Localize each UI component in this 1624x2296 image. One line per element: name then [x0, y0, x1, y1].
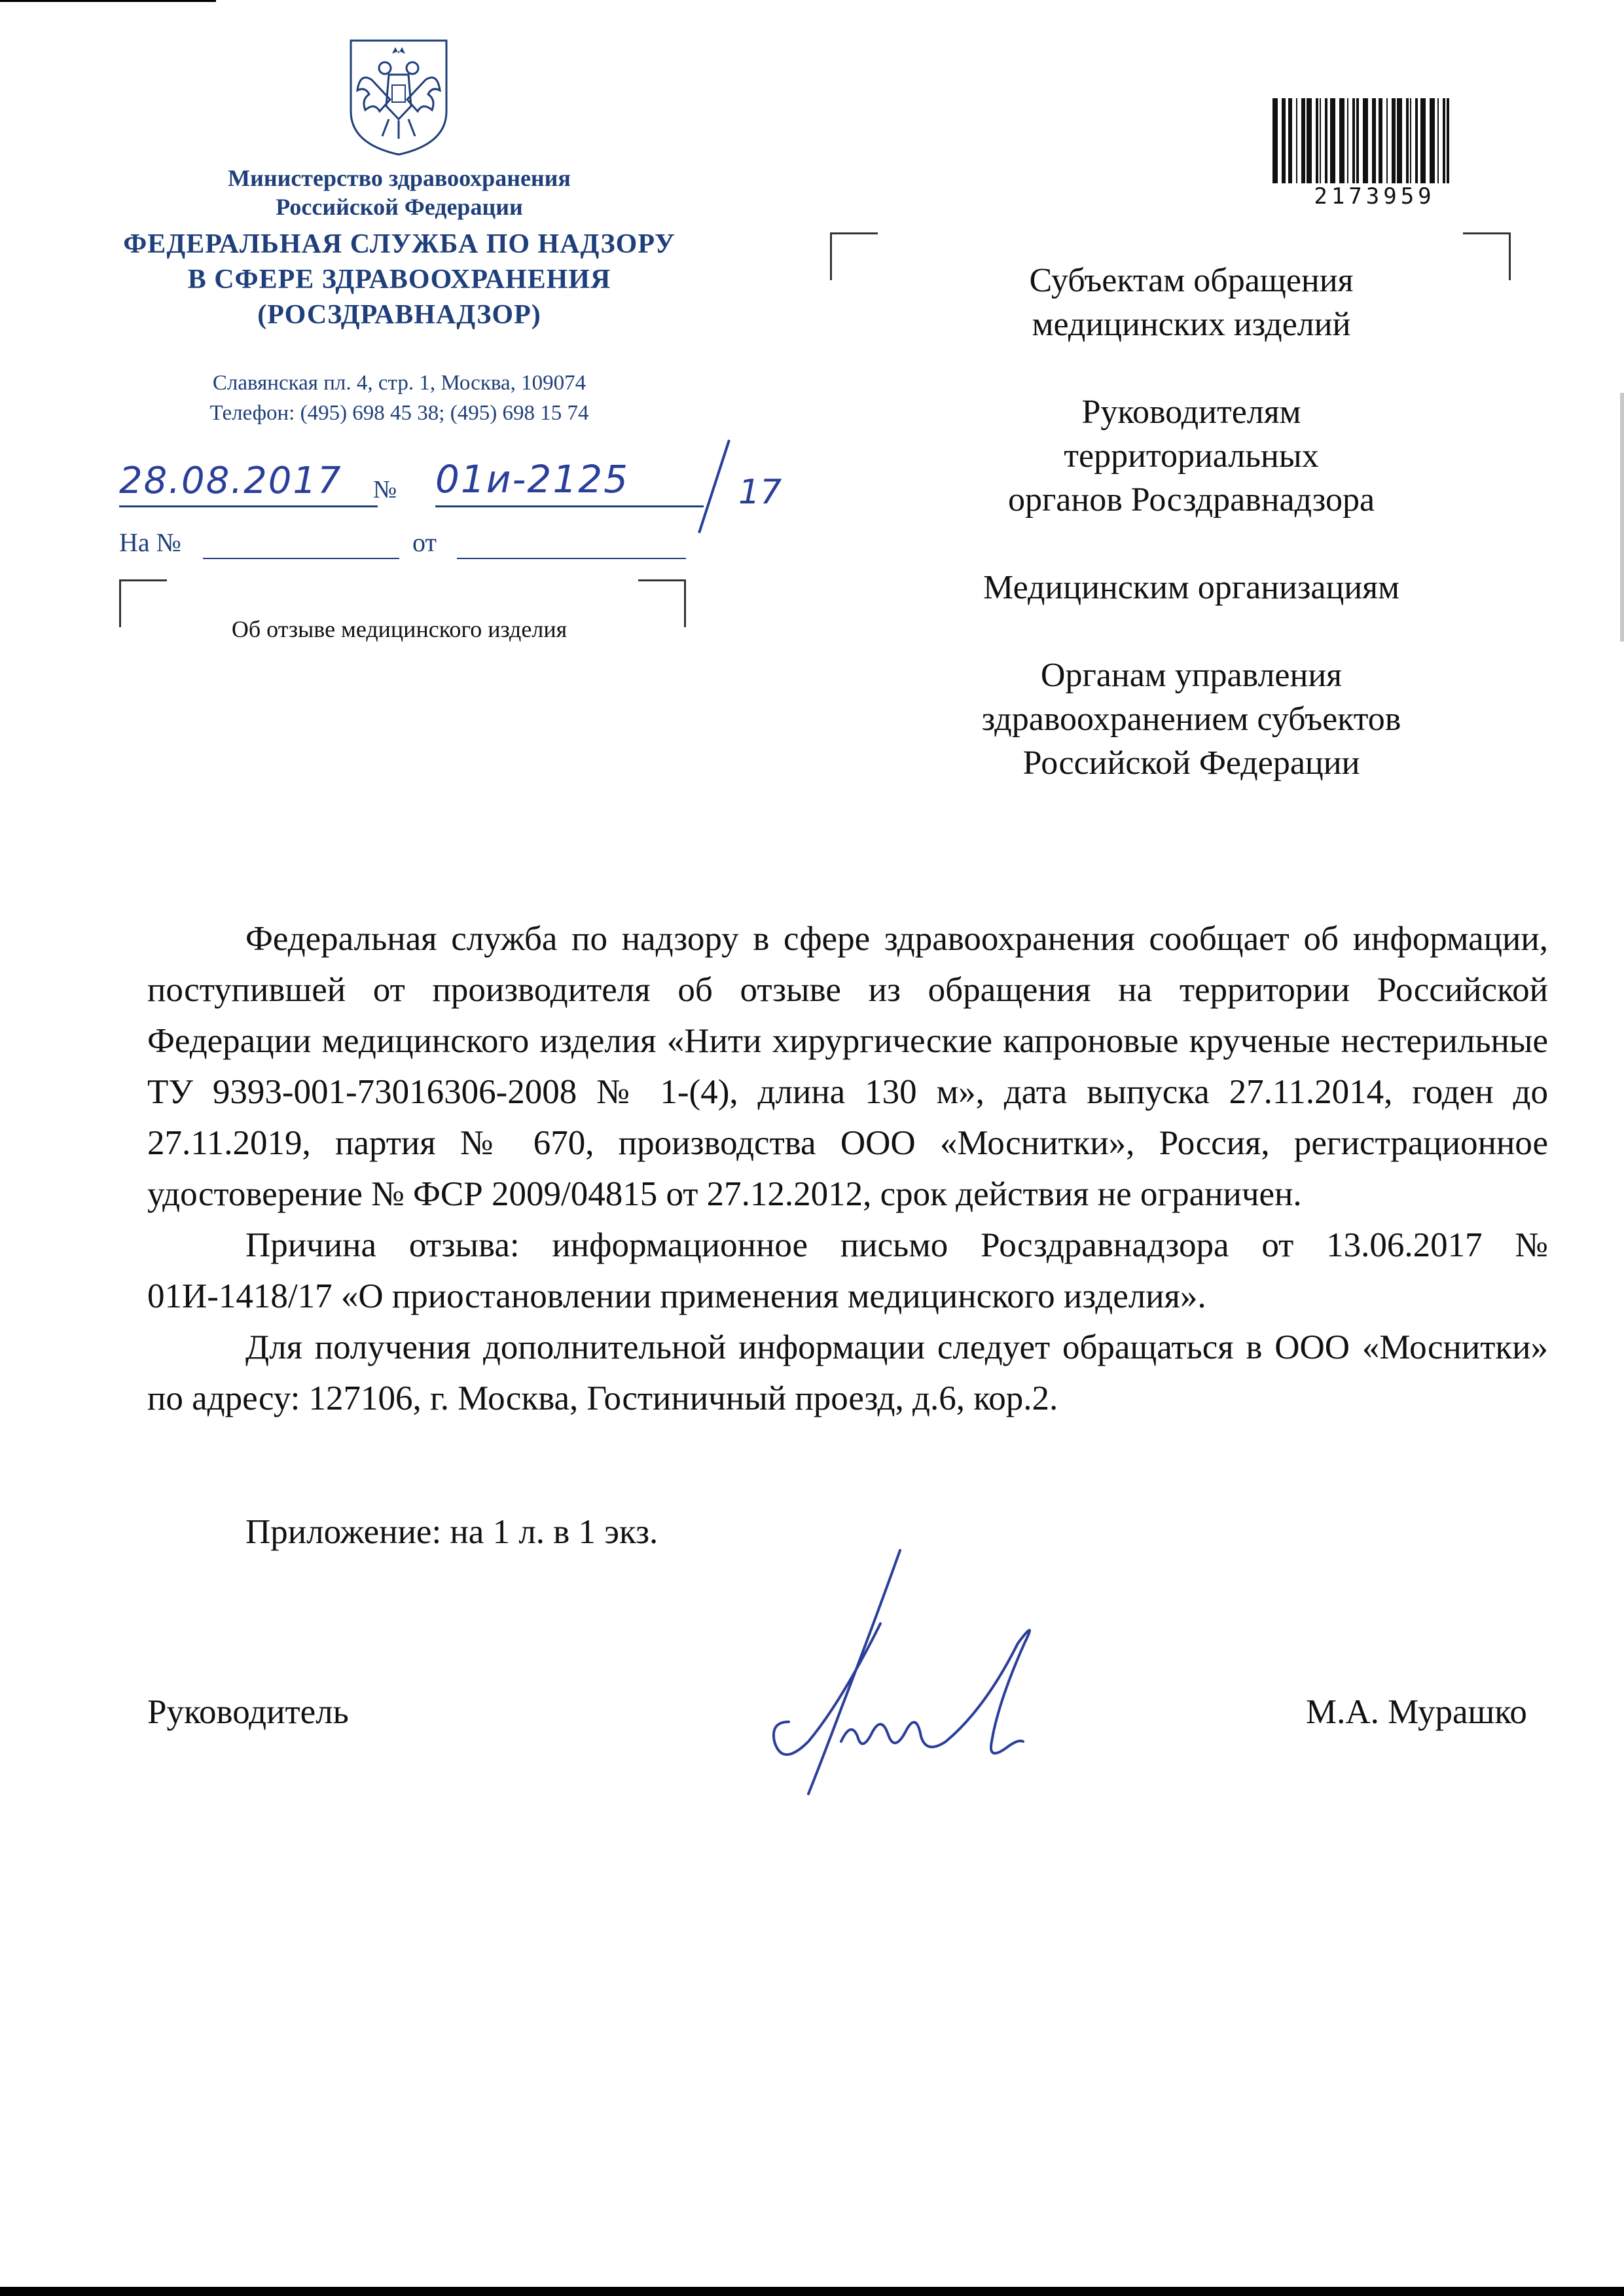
letter-subject: Об отзыве медицинского изделия	[231, 616, 568, 642]
barcode-bar	[1320, 98, 1321, 183]
barcode-bar	[1415, 98, 1418, 183]
coat-of-arms-emblem	[346, 34, 452, 158]
addressee-group	[903, 566, 1479, 610]
ministry-name	[105, 164, 694, 221]
service-line-1: ФЕДЕРАЛЬНАЯ СЛУЖБА ПО НАДЗОРУ	[123, 229, 676, 259]
registration-number: 01и-2125	[435, 457, 630, 501]
ministry-line-1: Министерство здравоохранения	[228, 165, 571, 191]
addressee-group	[903, 653, 1479, 785]
barcode	[1221, 79, 1528, 229]
body-paragraph-1: Федеральная служба по надзору в сфере здравоохранения сообщает об информации, поступившей от производителя об отзыве из обращения на территории Российской Федерации медицинского изделия «Нити хирургические капроновые крученые нестерильные ТУ 9393-001-73016306-2008 № 1-(4), длина 130 м», дата выпуска 27.11.2014, годен до 27.11.2019, партия № 670, производства ООО «Моснитки», Россия, регистрационное удостоверение № ФСР 2009/04815 от 27.12.2012, срок действия не ограничен.	[147, 920, 1548, 1213]
barcode-bar	[1282, 98, 1286, 183]
addressee-line: органов Росздравнадзора	[1007, 481, 1375, 519]
barcode-bar	[1288, 98, 1292, 183]
scan-bottom-border	[0, 2287, 1624, 2296]
reply-to-label: На №	[119, 528, 181, 557]
addressee-line: Руководителям	[1081, 393, 1301, 431]
reply-date-label: от	[412, 528, 437, 557]
scan-top-rule	[0, 0, 216, 2]
registration-date: 28.08.2017	[119, 460, 342, 502]
addressee-line: Субъектам обращения	[1029, 262, 1354, 299]
letter-body	[147, 913, 1548, 1424]
registration-year: 17	[738, 473, 782, 512]
subject-corner-left	[119, 579, 167, 627]
barcode-bar	[1410, 98, 1411, 183]
barcode-bar	[1272, 98, 1278, 183]
barcode-bar	[1406, 98, 1409, 183]
barcode-bar	[1301, 98, 1305, 183]
barcode-bar	[1420, 98, 1426, 183]
addressee-group	[903, 390, 1479, 522]
addressee-line: территориальных	[1064, 437, 1319, 475]
addressee-line: Российской Федерации	[1022, 744, 1360, 782]
barcode-bars	[1270, 98, 1479, 183]
barcode-bar	[1397, 98, 1402, 183]
ministry-line-2: Российской Федерации	[276, 194, 523, 220]
number-underline	[435, 505, 704, 507]
barcode-bar	[1330, 98, 1335, 183]
body-paragraph-2: Причина отзыва: информационное письмо Росздравнадзора от 13.06.2017 № 01И-1418/17 «О приостановлении применения медицинского изделия».	[147, 1226, 1548, 1315]
scan-right-edge	[1620, 393, 1624, 642]
letterhead-address	[105, 368, 694, 428]
registration-slash	[695, 437, 734, 536]
addressee-line: Органам управления	[1040, 657, 1343, 694]
barcode-bar	[1447, 98, 1449, 183]
barcode-bar	[1347, 98, 1348, 183]
addressee-group	[903, 259, 1479, 346]
barcode-bar	[1430, 98, 1435, 183]
reply-date-line	[457, 558, 686, 559]
reply-to-line	[203, 558, 399, 559]
barcode-bar	[1392, 98, 1396, 183]
date-underline	[119, 505, 378, 507]
addressee-line: медицинских изделий	[1032, 306, 1351, 343]
barcode-number: 2173959	[1314, 183, 1435, 210]
addressee-corner-left	[830, 232, 878, 280]
signatory-name: М.А. Мурашко	[1306, 1693, 1527, 1731]
barcode-bar	[1363, 98, 1368, 183]
subject-corner-right	[638, 579, 686, 627]
barcode-bar	[1356, 98, 1359, 183]
service-line-2: В СФЕРЕ ЗДРАВООХРАНЕНИЯ	[187, 264, 611, 295]
barcode-bar	[1352, 98, 1355, 183]
barcode-bar	[1386, 98, 1388, 183]
barcode-bar	[1372, 98, 1376, 183]
addressee-line: Медицинским организациям	[983, 569, 1399, 606]
barcode-bar	[1379, 98, 1382, 183]
addressee-line: здравоохранением субъектов	[981, 701, 1401, 738]
address-line: Славянская пл. 4, стр. 1, Москва, 109074	[212, 371, 586, 395]
handwritten-signature	[710, 1545, 1064, 1807]
attachment-note: Приложение: на 1 л. в 1 экз.	[245, 1513, 659, 1551]
registration-number-label: №	[373, 476, 397, 503]
barcode-bar	[1339, 98, 1344, 183]
signatory-role: Руководитель	[147, 1693, 349, 1731]
addressee-list	[903, 259, 1479, 829]
service-line-3: (РОСЗДРАВНАДЗОР)	[257, 300, 541, 330]
phone-line: Телефон: (495) 698 45 38; (495) 698 15 74	[209, 401, 589, 425]
barcode-bar	[1307, 98, 1312, 183]
body-paragraph-3: Для получения дополнительной информации следует обращаться в ООО «Моснитки» по адресу: 127106, г. Москва, Гостиничный проезд, д.6, кор.2.	[147, 1328, 1548, 1417]
barcode-bar	[1437, 98, 1439, 183]
barcode-bar	[1296, 98, 1297, 183]
barcode-bar	[1325, 98, 1327, 183]
service-name	[85, 227, 713, 333]
barcode-bar	[1316, 98, 1318, 183]
barcode-bar	[1443, 98, 1445, 183]
